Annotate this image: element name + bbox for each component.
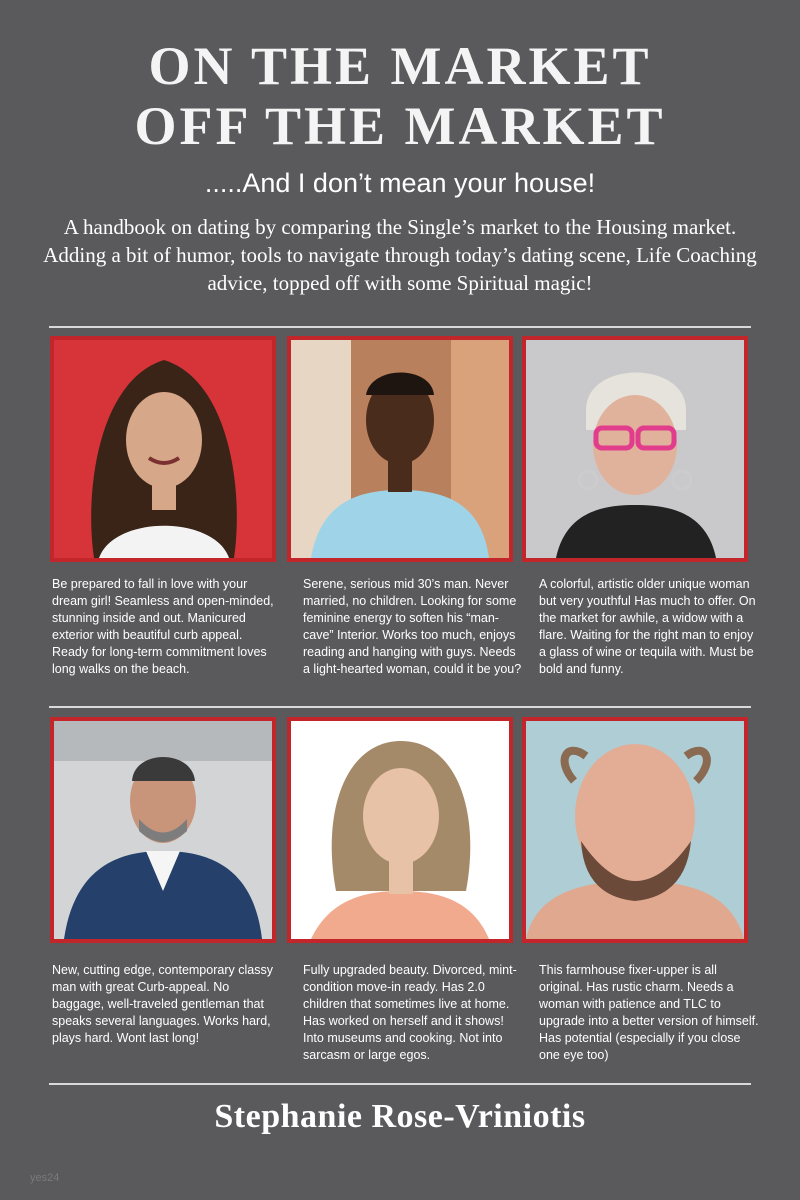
- author-name: Stephanie Rose-Vriniotis: [214, 1098, 586, 1135]
- photo-balding-man: [522, 717, 748, 943]
- photo-mature-woman: [287, 717, 513, 943]
- profile-description-4: New, cutting edge, contemporary classy man with great Curb-appeal. No baggage, well-traveled gentleman that speaks several languages. Works hard, plays hard. Wont last long!: [52, 963, 273, 1045]
- blurb: A handbook on dating by comparing the Single’s market to the Housing market. Adding a bit of humor, tools to navigate through today’s dating scene, Life Coaching advice, topped off with some Spiritual magic!: [43, 215, 757, 295]
- profile-description-2: Serene, serious mid 30’s man. Never married, no children. Looking for some feminine energy to soften his “man-cave” Interior. Works too much, enjoys reading and hanging with guys. Needs a light-hearted woman, could it be you?: [303, 577, 522, 676]
- subtitle: .....And I don’t mean your house!: [204, 168, 596, 198]
- photo-young-woman: [50, 336, 276, 562]
- profile-description-1: Be prepared to fall in love with your dream girl! Seamless and open-minded, stunning inside and out. Manicured exterior with beautiful curb appeal. Ready for long-term commitment loves long walks on the beach.: [52, 577, 274, 676]
- title-line-1: ON THE MARKET: [148, 36, 652, 96]
- photo-young-man: [287, 336, 513, 562]
- profile-description-3: A colorful, artistic older unique woman but very youthful Has much to offer. On the market for awhile, a widow with a flare. Waiting for the right man to enjoy a glass of wine or tequila with. Must be bold and funny.: [539, 577, 756, 676]
- watermark: yes24: [30, 1172, 60, 1184]
- profile-description-5: Fully upgraded beauty. Divorced, mint-condition move-in ready. Has 2.0 children that sometimes live at home. Has worked on herself and it shows! Into museums and cooking. Not into sarcasm or large egos.: [303, 963, 517, 1062]
- divider-top: [49, 326, 751, 328]
- photo-older-woman: [522, 336, 748, 562]
- divider-bottom: [49, 1083, 751, 1085]
- title-line-2: OFF THE MARKET: [134, 96, 666, 156]
- profile-description-6: This farmhouse fixer-upper is all original. Has rustic charm. Needs a woman with patience and TLC to upgrade into a better version of himself. Has potential (especially if you close one eye too): [539, 963, 759, 1062]
- photo-businessman: [50, 717, 276, 943]
- divider-middle: [49, 706, 751, 708]
